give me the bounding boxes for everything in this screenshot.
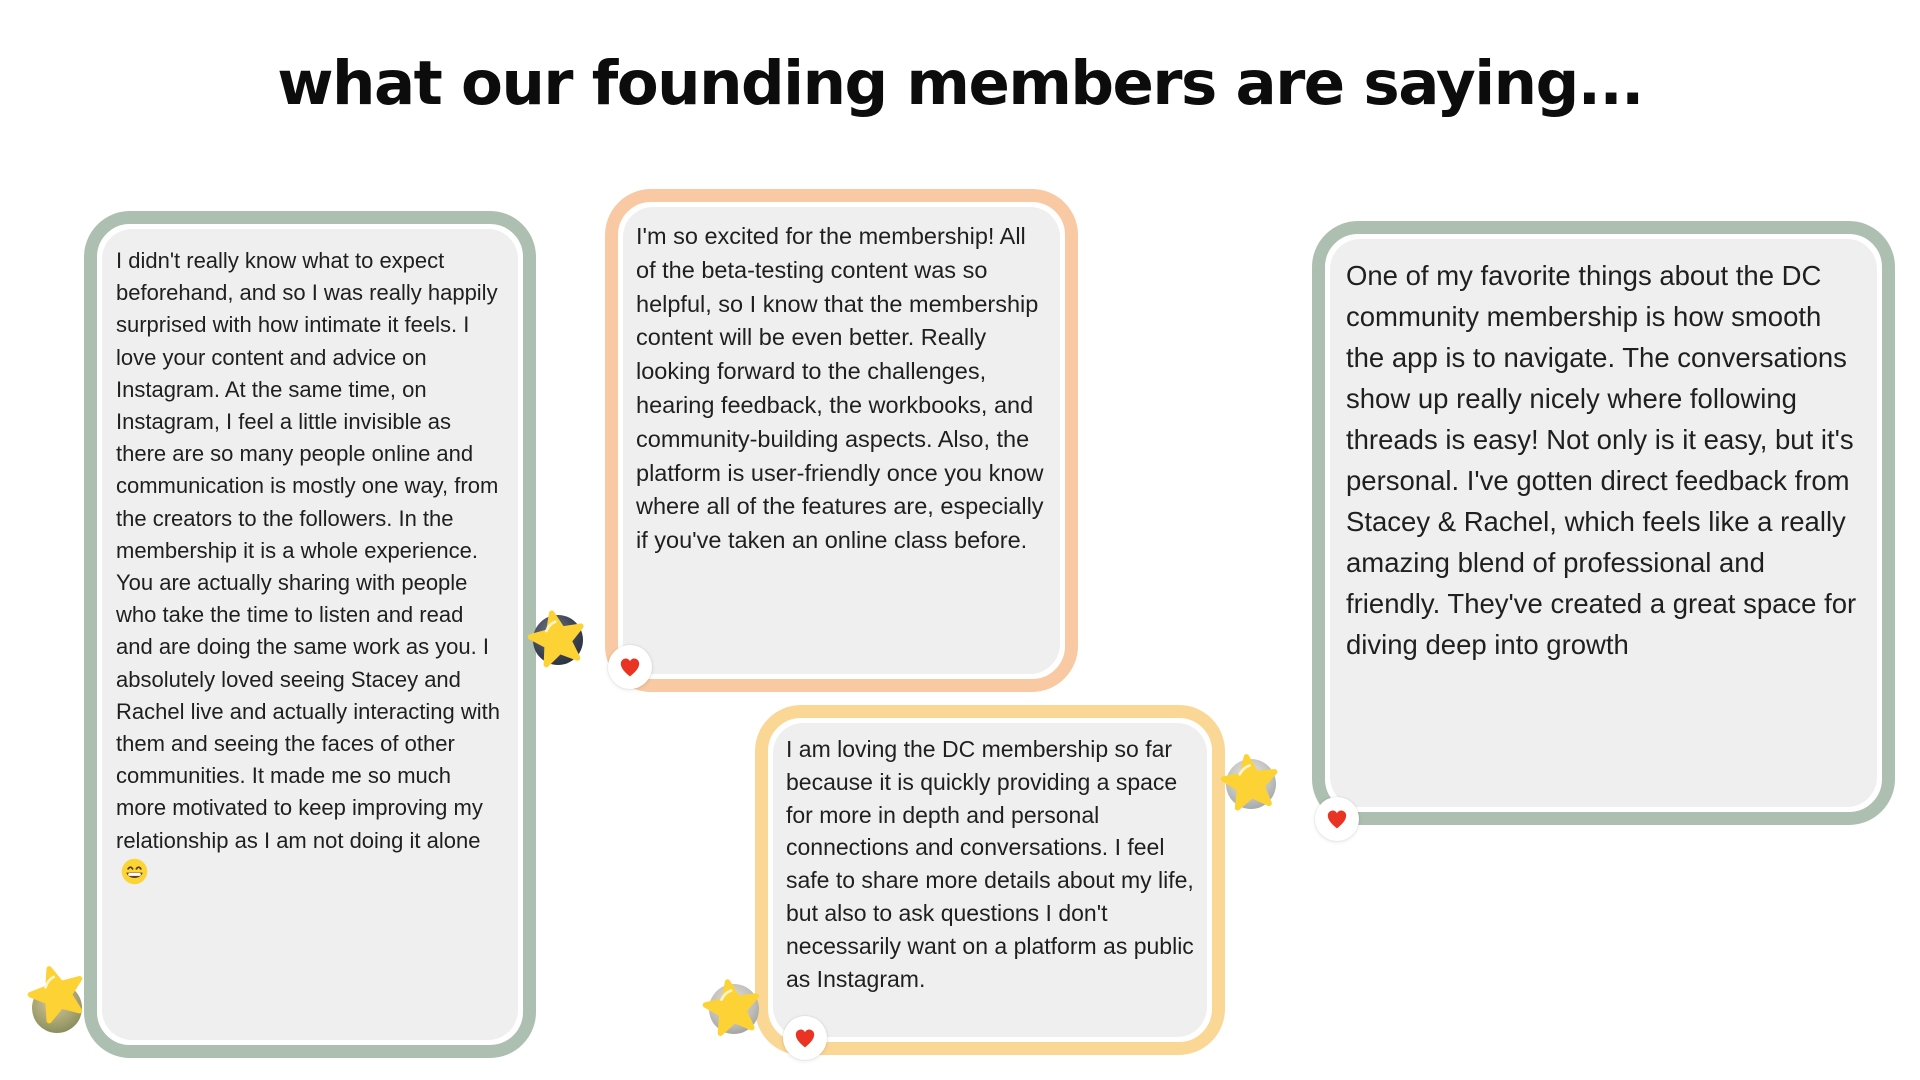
star-emoji [523, 604, 592, 673]
heart-reaction-badge [1315, 797, 1359, 841]
testimonial-text: I'm so excited for the membership! All of the beta-testing content was so helpful, so I know that the membership content will be even better. Really looking forward to the challenges, hearing feedback, the workbooks, and community-building aspects. Also, the platform is user-friendly once you know where all of the features are, especially if you've taken an online class before. [636, 223, 1044, 554]
testimonial-text: One of my favorite things about the DC community membership is how smooth the app is to navigate. The conversations show up really nicely where following threads is easy! Not only is it easy, but it's personal. I've gotten direct feedback from Stacey & Rachel, which feels like a really amazing blend of professional and friendly. They've created a great space for diving deep into growth [1346, 260, 1857, 660]
testimonial-card-3-body [773, 723, 1207, 1037]
red-heart-icon [1324, 806, 1350, 832]
star-emoji [698, 973, 765, 1040]
grinning-face-emoji [121, 858, 148, 885]
testimonial-text: I didn't really know what to expect beforehand, and so I was really happily surprised with how intimate it feels. I love your content and advice on Instagram. At the same time, on Instagram, I feel a little invisible as there are so many people online and communication is mostly one way, from the creators to the followers. In the membership it is a whole experience. You are actually sharing with people who take the time to listen and read and are doing the same work as you. I absolutely loved seeing Stacey and Rachel live and actually interacting with them and seeing the faces of other communities. It made me so much more motivated to keep improving my relationship as I am not doing it alone [116, 245, 506, 889]
testimonial-card-4-body [1330, 239, 1877, 807]
testimonial-card-2-body [623, 207, 1060, 674]
testimonial-card-2 [605, 189, 1078, 692]
testimonial-card-1 [84, 211, 536, 1058]
red-heart-icon [617, 654, 643, 680]
star-emoji [20, 956, 93, 1029]
star-emoji [1217, 749, 1283, 815]
testimonial-card-4 [1312, 221, 1895, 825]
red-heart-icon [792, 1025, 818, 1051]
testimonial-card-3 [755, 705, 1225, 1055]
testimonial-card-1-body [102, 229, 518, 1040]
testimonial-text: I am loving the DC membership so far because it is quickly providing a space for more in depth and personal connections and conversations. I feel safe to share more details about my life, but also to ask questions I don't necessarily want on a platform as public as Instagram. [786, 736, 1194, 992]
heart-reaction-badge [608, 645, 652, 689]
heart-reaction-badge [783, 1016, 827, 1060]
page-title: what our founding members are saying... [277, 48, 1643, 119]
